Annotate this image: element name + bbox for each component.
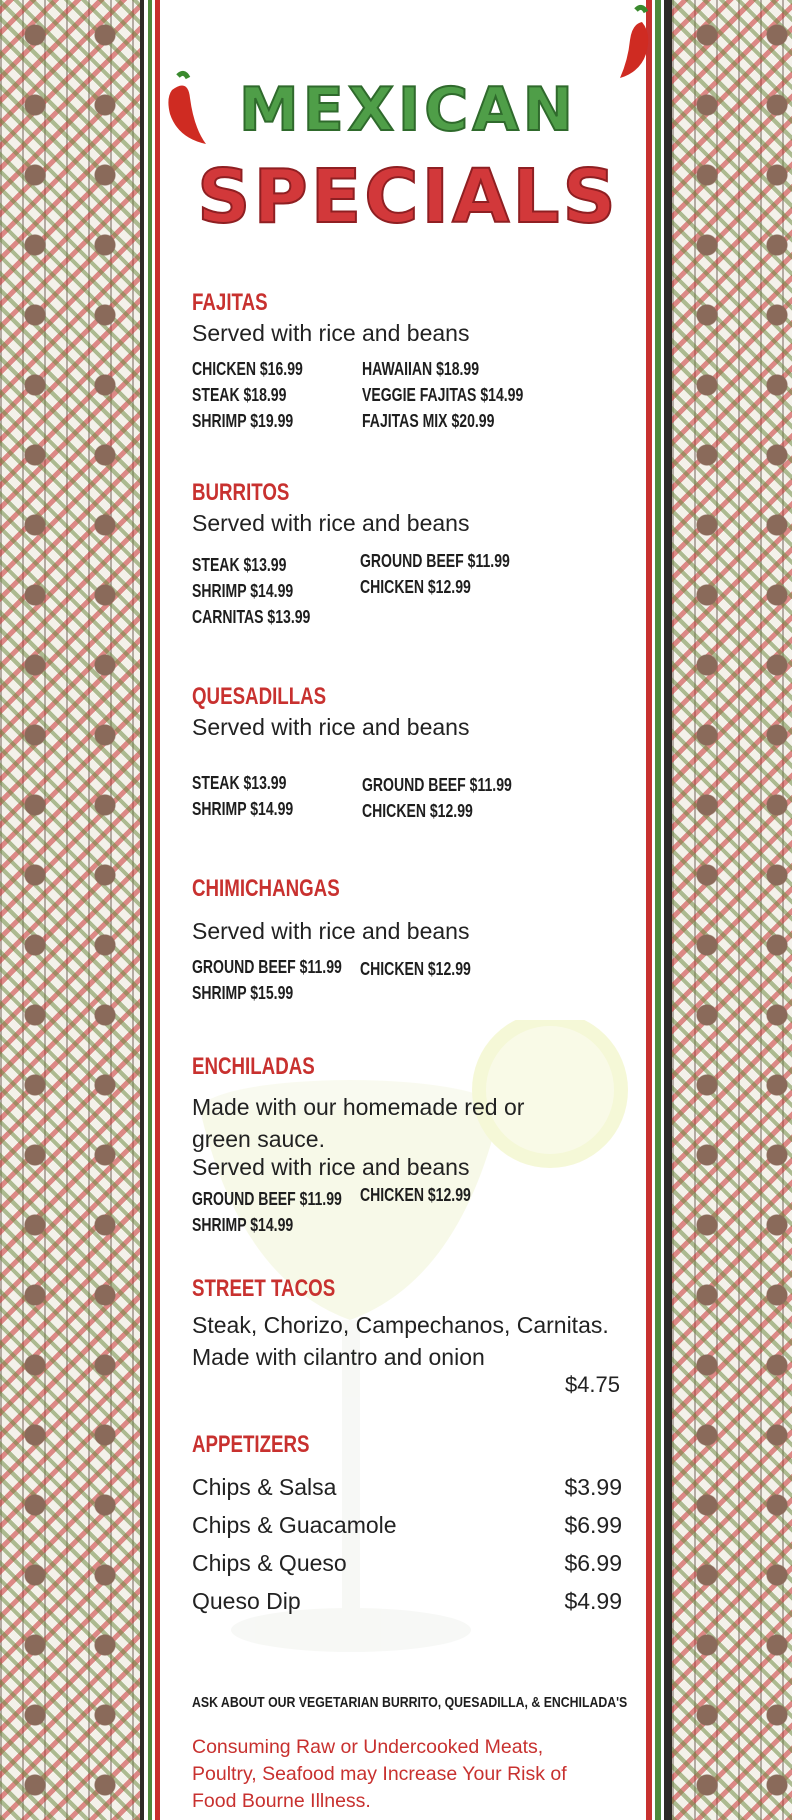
menu-item: SHRIMP $15.99 bbox=[192, 983, 294, 1003]
section-subtitle: Served with rice and beans bbox=[192, 320, 470, 346]
section-title: FAJITAS bbox=[192, 289, 268, 316]
stripe-dark-right bbox=[664, 0, 672, 1820]
menu-item: CHICKEN $16.99 bbox=[192, 359, 303, 379]
appetizer-name: Queso Dip bbox=[192, 1588, 301, 1614]
warning-line: Consuming Raw or Undercooked Meats, bbox=[192, 1736, 544, 1758]
menu-content bbox=[158, 0, 650, 1820]
appetizer-name: Chips & Queso bbox=[192, 1550, 347, 1576]
menu-item: GROUND BEEF $11.99 bbox=[192, 957, 342, 977]
left-decorative-border bbox=[0, 0, 140, 1820]
menu-item: STEAK $13.99 bbox=[192, 555, 287, 575]
section-quesadillas bbox=[192, 682, 622, 820]
menu-item: CHICKEN $12.99 bbox=[360, 577, 471, 597]
menu-item: GROUND BEEF $11.99 bbox=[362, 775, 512, 795]
food-warning bbox=[192, 1734, 632, 1815]
title-specials: SPECIALS bbox=[197, 154, 619, 240]
menu-item: SHRIMP $14.99 bbox=[192, 1215, 294, 1235]
section-description: Made with cilantro and onion bbox=[192, 1344, 485, 1370]
appetizer-name: Chips & Guacamole bbox=[192, 1512, 397, 1538]
vegetarian-note: ASK ABOUT OUR VEGETARIAN BURRITO, QUESADILLA, & ENCHILADA'S bbox=[192, 1694, 628, 1711]
section-fajitas bbox=[192, 288, 622, 446]
section-subtitle: Served with rice and beans bbox=[192, 714, 470, 740]
warning-line: Poultry, Seafood may Increase Your Risk of bbox=[192, 1763, 567, 1785]
menu-item: FAJITAS MIX $20.99 bbox=[362, 411, 495, 431]
street-tacos-price: $4.75 bbox=[564, 1372, 620, 1397]
menu-item: STEAK $18.99 bbox=[192, 385, 287, 405]
appetizer-price: $4.99 bbox=[564, 1588, 622, 1614]
appetizer-price: $6.99 bbox=[564, 1512, 622, 1538]
section-title: ENCHILADAS bbox=[192, 1053, 315, 1080]
section-title: BURRITOS bbox=[192, 479, 290, 506]
menu-item: SHRIMP $14.99 bbox=[192, 581, 294, 601]
menu-item: CARNITAS $13.99 bbox=[192, 607, 311, 627]
section-title: STREET TACOS bbox=[192, 1275, 336, 1302]
section-title: CHIMICHANGAS bbox=[192, 875, 340, 902]
section-burritos bbox=[192, 478, 622, 636]
appetizer-row bbox=[192, 1474, 622, 1512]
section-chimichangas bbox=[192, 874, 622, 1014]
appetizer-row bbox=[192, 1512, 622, 1550]
section-street-tacos bbox=[192, 1274, 622, 1398]
menu-item: SHRIMP $14.99 bbox=[192, 799, 294, 819]
right-decorative-border bbox=[672, 0, 792, 1820]
menu-item: CHICKEN $12.99 bbox=[360, 1185, 471, 1205]
appetizer-price: $6.99 bbox=[564, 1550, 622, 1576]
section-appetizers bbox=[192, 1430, 622, 1626]
section-description: Made with our homemade red or bbox=[192, 1094, 525, 1120]
menu-item: SHRIMP $19.99 bbox=[192, 411, 294, 431]
menu-item: STEAK $13.99 bbox=[192, 773, 287, 793]
menu-item: GROUND BEEF $11.99 bbox=[192, 1189, 342, 1209]
appetizer-row bbox=[192, 1550, 622, 1588]
section-enchiladas bbox=[192, 1052, 622, 1240]
menu-item: CHICKEN $12.99 bbox=[360, 959, 471, 979]
section-subtitle: Served with rice and beans bbox=[192, 918, 470, 944]
section-description: Steak, Chorizo, Campechanos, Carnitas. bbox=[192, 1312, 609, 1338]
menu-item: CHICKEN $12.99 bbox=[362, 801, 473, 821]
appetizer-row bbox=[192, 1588, 622, 1626]
appetizer-price: $3.99 bbox=[564, 1474, 622, 1500]
warning-line: Food Bourne Illness. bbox=[192, 1790, 371, 1812]
section-description: green sauce. bbox=[192, 1126, 325, 1152]
section-subtitle: Served with rice and beans bbox=[192, 1154, 470, 1180]
section-title: QUESADILLAS bbox=[192, 683, 327, 710]
section-subtitle: Served with rice and beans bbox=[192, 510, 470, 536]
section-title: APPETIZERS bbox=[192, 1431, 310, 1458]
menu-item: GROUND BEEF $11.99 bbox=[360, 551, 510, 571]
appetizer-name: Chips & Salsa bbox=[192, 1474, 337, 1500]
menu-item: HAWAIIAN $18.99 bbox=[362, 359, 480, 379]
title-mexican: MEXICAN bbox=[239, 75, 577, 145]
menu-item: VEGGIE FAJITAS $14.99 bbox=[362, 385, 524, 405]
